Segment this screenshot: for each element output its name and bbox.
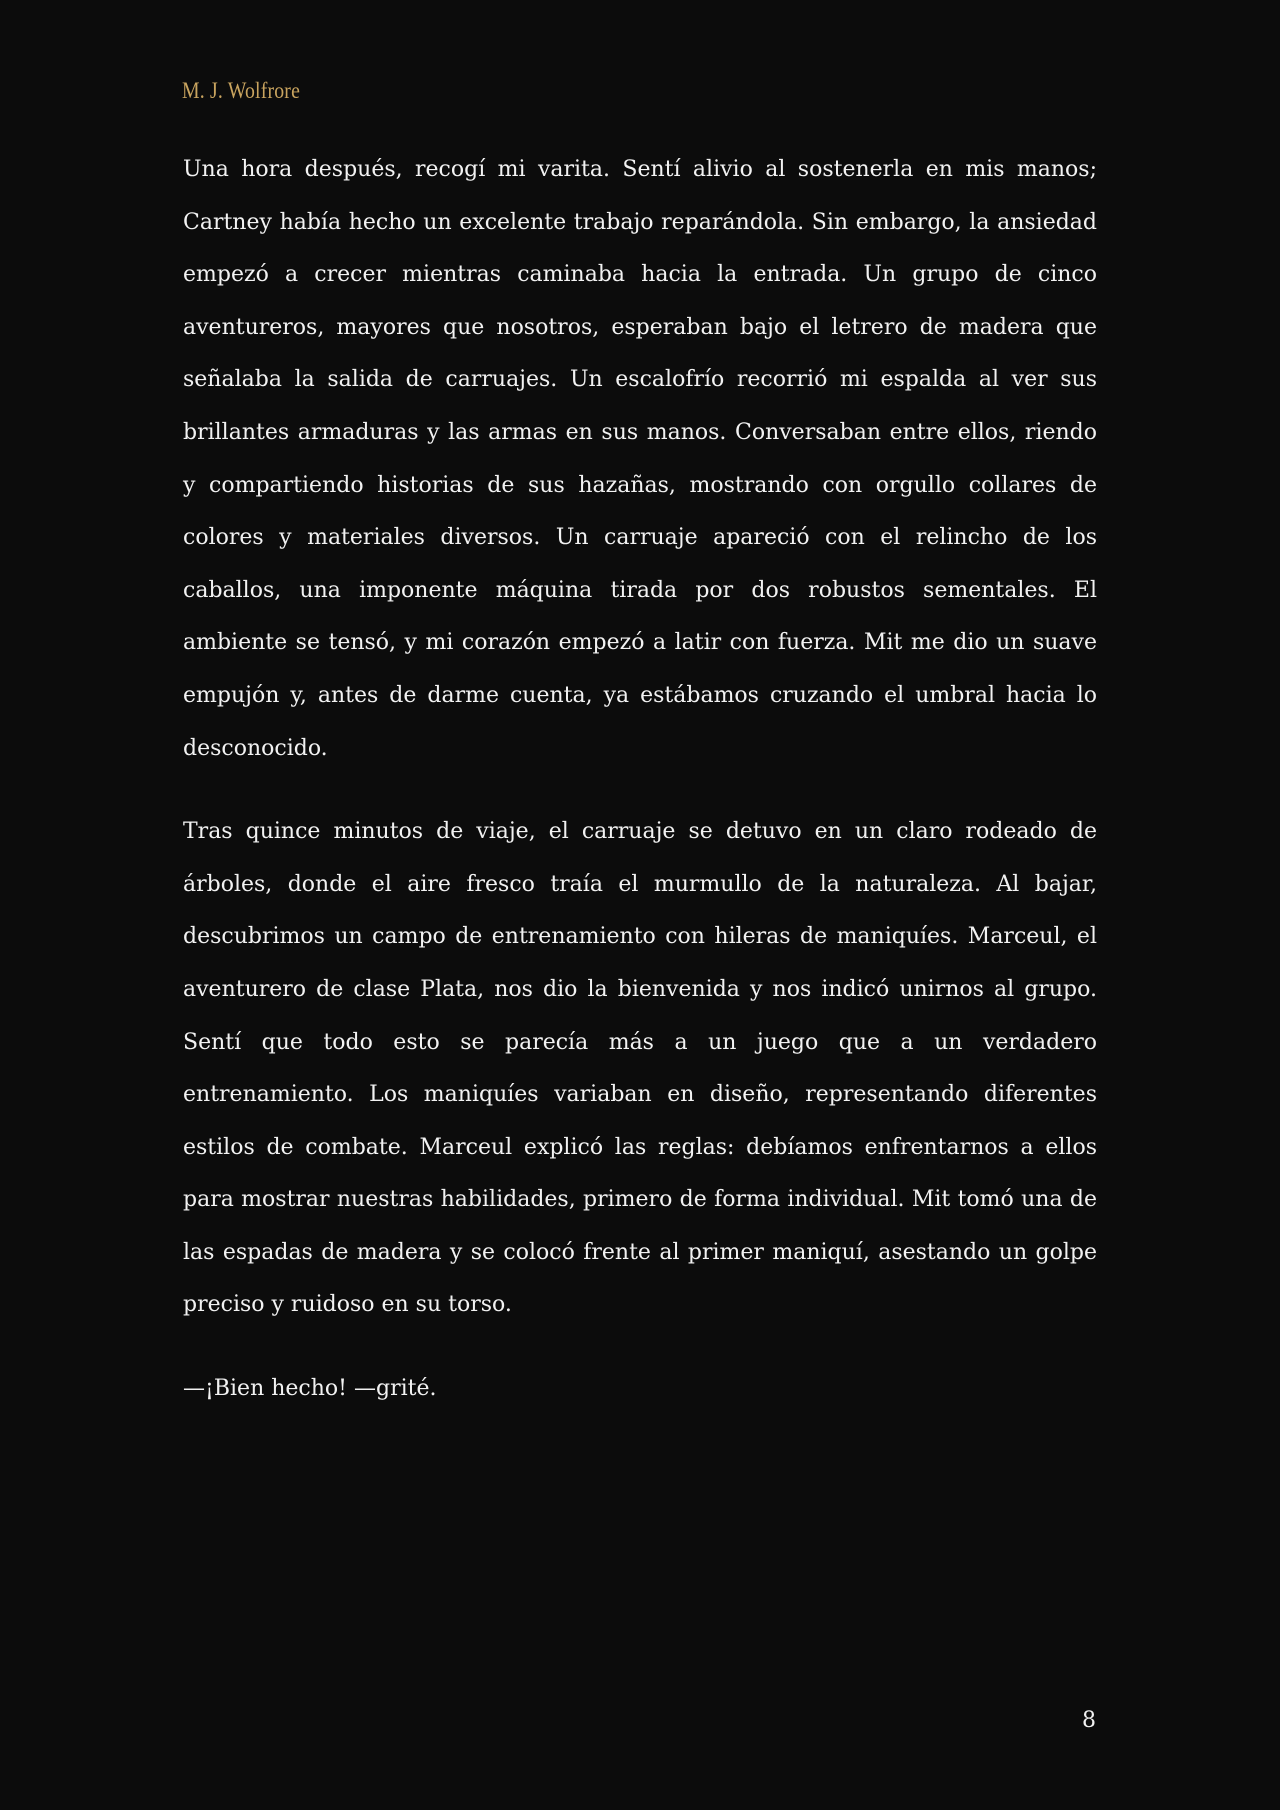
dialogue-line: —¡Bien hecho! —grité. xyxy=(183,1376,437,1402)
paragraph: Tras quince minutos de viaje, el carruaje se detuvo en un claro rodeado de árboles, donde el aire fresco traía el murmullo de la naturaleza. Al bajar, descubrimos un campo de entrenamiento con hileras de maniquíes. Marceul, el aventurero de clase Plata, nos dio la bienvenida y nos indicó unirnos al grupo. Sentí que todo esto se parecía más a un juego que a un verdadero entrenamiento. Los maniquíes variaban en diseño, representando diferentes estilos de combate. Marceul explicó las reglas: debíamos enfrentarnos a ellos para mostrar nuestras habilidades, primero de forma individual. Mit tomó una de las espadas de madera y se colocó frente al primer maniquí, asestando un golpe preciso y ruidoso en su torso. xyxy=(183,819,1097,1318)
page-body xyxy=(183,144,1097,1416)
paragraph: Una hora después, recogí mi varita. Sentí alivio al sostenerla en mis manos; Cartney había hecho un excelente trabajo reparándola. Sin embargo, la ansiedad empezó a crecer mientras caminaba hacia la entrada. Un grupo de cinco aventureros, mayores que nosotros, esperaban bajo el letrero de madera que señalaba la salida de carruajes. Un escalofrío recorrió mi espalda al ver sus brillantes armaduras y las armas en sus manos. Conversaban entre ellos, riendo y compartiendo historias de sus hazañas, mostrando con orgullo collares de colores y materiales diversos. Un carruaje apareció con el relincho de los caballos, una imponente máquina tirada por dos robustos sementales. El ambiente se tensó, y mi corazón empezó a latir con fuerza. Mit me dio un suave empujón y, antes de darme cuenta, ya estábamos cruzando el umbral hacia lo desconocido. xyxy=(183,157,1097,761)
page-number: 8 xyxy=(1082,1708,1096,1733)
running-header-author: M. J. Wolfrore xyxy=(182,78,301,103)
